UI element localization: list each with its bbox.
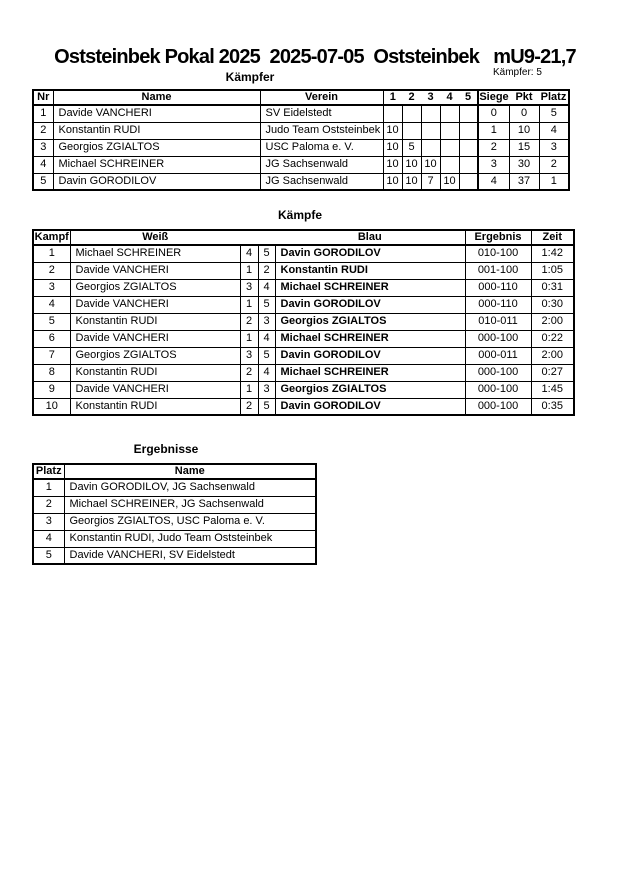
platz-cell: 4 bbox=[539, 122, 569, 139]
match-nr: 7 bbox=[33, 347, 70, 364]
table-row bbox=[33, 262, 574, 279]
blue-name: Michael SCHREINER bbox=[275, 364, 465, 381]
fighter-name: Davin GORODILOV bbox=[53, 173, 260, 190]
table-row bbox=[33, 122, 569, 139]
ergebnisse-table bbox=[32, 463, 317, 565]
table-header-row bbox=[33, 90, 569, 105]
fighter-count-label: Kämpfer: 5 bbox=[493, 67, 542, 78]
table-row bbox=[33, 330, 574, 347]
fighter-verein: Judo Team Oststeinbek bbox=[260, 122, 383, 139]
col-header-2: 2 bbox=[402, 90, 421, 105]
score-cell bbox=[440, 139, 459, 156]
blue-name: Davin GORODILOV bbox=[275, 347, 465, 364]
result-cell: 000-110 bbox=[465, 296, 531, 313]
fighter-name: Davide VANCHERI bbox=[53, 105, 260, 122]
col-header-name: Name bbox=[53, 90, 260, 105]
result-name: Konstantin RUDI, Judo Team Oststeinbek bbox=[64, 530, 316, 547]
col-header-3: 3 bbox=[421, 90, 440, 105]
blue-name: Davin GORODILOV bbox=[275, 398, 465, 415]
match-nr: 2 bbox=[33, 262, 70, 279]
table-row bbox=[33, 381, 574, 398]
match-nr: 9 bbox=[33, 381, 70, 398]
white-name: Konstantin RUDI bbox=[70, 398, 240, 415]
fighter-verein: SV Eidelstedt bbox=[260, 105, 383, 122]
table-row bbox=[33, 398, 574, 415]
table-row bbox=[33, 364, 574, 381]
blue-name: Michael SCHREINER bbox=[275, 279, 465, 296]
blank-header-cell bbox=[240, 230, 258, 245]
section-heading-kaempfe: Kämpfe bbox=[277, 208, 323, 222]
fighter-nr: 2 bbox=[33, 122, 53, 139]
table-row bbox=[33, 479, 316, 496]
white-nr: 4 bbox=[240, 245, 258, 262]
white-name: Georgios ZGIALTOS bbox=[70, 347, 240, 364]
col-header-name: Name bbox=[64, 464, 316, 479]
white-nr: 3 bbox=[240, 279, 258, 296]
blue-nr: 4 bbox=[258, 364, 275, 381]
kaempfe-table bbox=[32, 229, 575, 416]
col-header-1: 1 bbox=[383, 90, 402, 105]
pkt-cell: 15 bbox=[509, 139, 539, 156]
result-name: Davin GORODILOV, JG Sachsenwald bbox=[64, 479, 316, 496]
white-nr: 3 bbox=[240, 347, 258, 364]
table-row bbox=[33, 296, 574, 313]
platz-cell: 2 bbox=[539, 156, 569, 173]
score-cell: 10 bbox=[383, 139, 402, 156]
pkt-cell: 30 bbox=[509, 156, 539, 173]
blue-nr: 5 bbox=[258, 245, 275, 262]
score-cell bbox=[440, 122, 459, 139]
time-cell: 0:27 bbox=[531, 364, 574, 381]
score-cell bbox=[421, 122, 440, 139]
score-cell bbox=[402, 122, 421, 139]
time-cell: 0:31 bbox=[531, 279, 574, 296]
table-row bbox=[33, 313, 574, 330]
blue-name: Michael SCHREINER bbox=[275, 330, 465, 347]
score-cell bbox=[459, 105, 478, 122]
white-name: Davide VANCHERI bbox=[70, 262, 240, 279]
blue-nr: 5 bbox=[258, 347, 275, 364]
blue-name: Georgios ZGIALTOS bbox=[275, 313, 465, 330]
result-platz: 1 bbox=[33, 479, 64, 496]
col-header-4: 4 bbox=[440, 90, 459, 105]
score-cell bbox=[421, 139, 440, 156]
blue-nr: 5 bbox=[258, 296, 275, 313]
fighter-name: Georgios ZGIALTOS bbox=[53, 139, 260, 156]
pkt-cell: 0 bbox=[509, 105, 539, 122]
table-row bbox=[33, 513, 316, 530]
white-nr: 1 bbox=[240, 330, 258, 347]
col-header-weiss: Weiß bbox=[70, 230, 240, 245]
match-nr: 4 bbox=[33, 296, 70, 313]
time-cell: 2:00 bbox=[531, 313, 574, 330]
white-name: Davide VANCHERI bbox=[70, 381, 240, 398]
score-cell: 10 bbox=[383, 156, 402, 173]
siege-cell: 2 bbox=[478, 139, 509, 156]
blue-nr: 3 bbox=[258, 313, 275, 330]
pkt-cell: 37 bbox=[509, 173, 539, 190]
fighter-nr: 4 bbox=[33, 156, 53, 173]
white-nr: 1 bbox=[240, 262, 258, 279]
platz-cell: 3 bbox=[539, 139, 569, 156]
white-nr: 1 bbox=[240, 381, 258, 398]
table-row bbox=[33, 547, 316, 564]
col-header-platz: Platz bbox=[33, 464, 64, 479]
time-cell: 0:22 bbox=[531, 330, 574, 347]
match-nr: 10 bbox=[33, 398, 70, 415]
result-cell: 000-100 bbox=[465, 364, 531, 381]
score-cell bbox=[383, 105, 402, 122]
table-row bbox=[33, 279, 574, 296]
result-cell: 000-011 bbox=[465, 347, 531, 364]
table-row bbox=[33, 139, 569, 156]
table-header-row bbox=[33, 230, 574, 245]
time-cell: 0:30 bbox=[531, 296, 574, 313]
col-header-blau: Blau bbox=[275, 230, 465, 245]
white-nr: 2 bbox=[240, 313, 258, 330]
white-name: Georgios ZGIALTOS bbox=[70, 279, 240, 296]
match-nr: 8 bbox=[33, 364, 70, 381]
result-cell: 000-100 bbox=[465, 381, 531, 398]
blue-name: Davin GORODILOV bbox=[275, 296, 465, 313]
col-header-ergebnis: Ergebnis bbox=[465, 230, 531, 245]
result-cell: 010-100 bbox=[465, 245, 531, 262]
table-row bbox=[33, 105, 569, 122]
section-heading-ergebnisse: Ergebnisse bbox=[133, 442, 199, 456]
blue-name: Konstantin RUDI bbox=[275, 262, 465, 279]
result-cell: 000-100 bbox=[465, 398, 531, 415]
table-header-row bbox=[33, 464, 316, 479]
score-cell bbox=[440, 105, 459, 122]
col-header-zeit: Zeit bbox=[531, 230, 574, 245]
blue-name: Georgios ZGIALTOS bbox=[275, 381, 465, 398]
fighter-nr: 3 bbox=[33, 139, 53, 156]
result-cell: 010-011 bbox=[465, 313, 531, 330]
score-cell: 10 bbox=[402, 173, 421, 190]
score-cell bbox=[459, 173, 478, 190]
time-cell: 1:42 bbox=[531, 245, 574, 262]
table-row bbox=[33, 156, 569, 173]
blue-nr: 4 bbox=[258, 330, 275, 347]
score-cell: 10 bbox=[402, 156, 421, 173]
time-cell: 1:45 bbox=[531, 381, 574, 398]
score-cell bbox=[402, 105, 421, 122]
score-cell bbox=[459, 122, 478, 139]
blue-nr: 3 bbox=[258, 381, 275, 398]
col-header-kampf: Kampf bbox=[34, 231, 69, 243]
fighter-name: Michael SCHREINER bbox=[53, 156, 260, 173]
time-cell: 2:00 bbox=[531, 347, 574, 364]
table-row bbox=[33, 496, 316, 513]
fighter-verein: JG Sachsenwald bbox=[260, 173, 383, 190]
col-header-platz: Platz bbox=[539, 90, 569, 105]
col-header-nr: Nr bbox=[33, 90, 53, 105]
score-cell: 10 bbox=[421, 156, 440, 173]
score-cell: 10 bbox=[383, 122, 402, 139]
score-cell: 7 bbox=[421, 173, 440, 190]
white-nr: 2 bbox=[240, 364, 258, 381]
col-header-pkt: Pkt bbox=[509, 90, 539, 105]
score-cell bbox=[421, 105, 440, 122]
fighter-verein: JG Sachsenwald bbox=[260, 156, 383, 173]
siege-cell: 0 bbox=[478, 105, 509, 122]
score-cell bbox=[459, 139, 478, 156]
siege-cell: 4 bbox=[478, 173, 509, 190]
result-name: Michael SCHREINER, JG Sachsenwald bbox=[64, 496, 316, 513]
result-name: Davide VANCHERI, SV Eidelstedt bbox=[64, 547, 316, 564]
table-row bbox=[33, 173, 569, 190]
result-cell: 000-100 bbox=[465, 330, 531, 347]
result-platz: 4 bbox=[33, 530, 64, 547]
white-name: Konstantin RUDI bbox=[70, 313, 240, 330]
result-platz: 2 bbox=[33, 496, 64, 513]
time-cell: 0:35 bbox=[531, 398, 574, 415]
score-cell: 10 bbox=[383, 173, 402, 190]
table-row bbox=[33, 347, 574, 364]
kaempfer-table bbox=[32, 89, 570, 191]
result-name: Georgios ZGIALTOS, USC Paloma e. V. bbox=[64, 513, 316, 530]
siege-cell: 1 bbox=[478, 122, 509, 139]
table-row bbox=[33, 245, 574, 262]
time-cell: 1:05 bbox=[531, 262, 574, 279]
fighter-nr: 1 bbox=[33, 105, 53, 122]
blue-nr: 2 bbox=[258, 262, 275, 279]
blue-nr: 5 bbox=[258, 398, 275, 415]
siege-cell: 3 bbox=[478, 156, 509, 173]
blank-header-cell bbox=[258, 230, 275, 245]
fighter-nr: 5 bbox=[33, 173, 53, 190]
result-platz: 5 bbox=[33, 547, 64, 564]
section-heading-kaempfer: Kämpfer bbox=[225, 70, 275, 84]
score-cell: 10 bbox=[440, 173, 459, 190]
result-cell: 000-110 bbox=[465, 279, 531, 296]
result-platz: 3 bbox=[33, 513, 64, 530]
col-header-5: 5 bbox=[459, 90, 478, 105]
white-name: Davide VANCHERI bbox=[70, 296, 240, 313]
platz-cell: 1 bbox=[539, 173, 569, 190]
match-nr: 5 bbox=[33, 313, 70, 330]
score-cell bbox=[440, 156, 459, 173]
result-cell: 001-100 bbox=[465, 262, 531, 279]
match-nr: 1 bbox=[33, 245, 70, 262]
page-title: Oststeinbek Pokal 2025 2025-07-05 Oststeinbek mU9-21,7 bbox=[54, 46, 576, 68]
score-cell bbox=[459, 156, 478, 173]
white-nr: 1 bbox=[240, 296, 258, 313]
match-nr: 3 bbox=[33, 279, 70, 296]
match-nr: 6 bbox=[33, 330, 70, 347]
col-header-verein: Verein bbox=[260, 90, 383, 105]
score-cell: 5 bbox=[402, 139, 421, 156]
fighter-verein: USC Paloma e. V. bbox=[260, 139, 383, 156]
white-name: Davide VANCHERI bbox=[70, 330, 240, 347]
blue-name: Davin GORODILOV bbox=[275, 245, 465, 262]
fighter-name: Konstantin RUDI bbox=[53, 122, 260, 139]
pkt-cell: 10 bbox=[509, 122, 539, 139]
col-header-siege: Siege bbox=[479, 91, 509, 103]
platz-cell: 5 bbox=[539, 105, 569, 122]
white-name: Michael SCHREINER bbox=[70, 245, 240, 262]
table-row bbox=[33, 530, 316, 547]
blue-nr: 4 bbox=[258, 279, 275, 296]
white-nr: 2 bbox=[240, 398, 258, 415]
white-name: Konstantin RUDI bbox=[70, 364, 240, 381]
